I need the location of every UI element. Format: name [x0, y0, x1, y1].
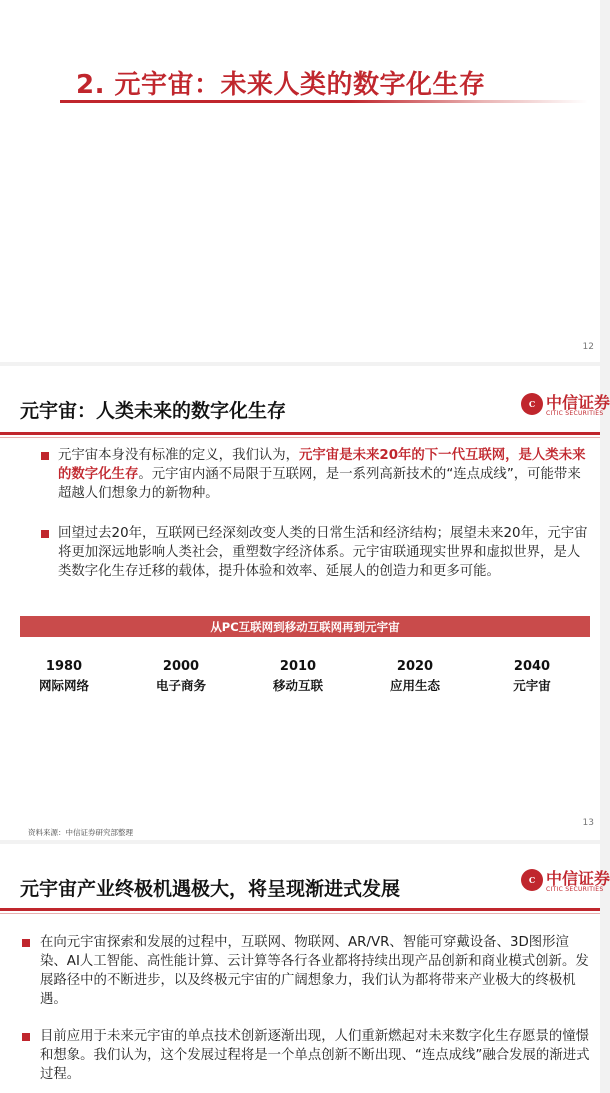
timeline-item: [258, 658, 338, 696]
timeline-label: 电子商务: [155, 678, 206, 693]
bullet-square-icon: [41, 530, 49, 538]
bullet-square-icon: [41, 452, 49, 460]
timeline-banner: 从PC互联网到移动互联网再到元宇宙: [20, 616, 590, 637]
timeline-label: 移动互联: [272, 678, 323, 693]
bullet-square-icon: [22, 1033, 30, 1041]
timeline-label: 元宇宙: [513, 678, 551, 693]
timeline-year: 2010: [279, 659, 317, 674]
header-divider-thin: [0, 913, 600, 914]
text-span: 元宇宙本身没有标准的定义，我们认为，: [58, 448, 300, 463]
timeline-item: [141, 658, 221, 696]
header-divider: [0, 432, 600, 435]
logo-cn-text: 中信证券: [546, 393, 610, 412]
section-title: 2. 元宇宙：未来人类的数字化生存: [76, 70, 486, 100]
slide-13: [0, 366, 610, 840]
paragraph-outlook: 回望过去20年，互联网已经深刻改变人类的日常生活和经济结构；展望未来20年，元宇宙将更加深远地影响人类社会，重塑数字经济体系。元宇宙联通现实世界和虚拟世界，是人类数字化生存迁移的载体，提升体验和效率、延展人的创造力和更多可能。: [58, 526, 588, 579]
title-underline: [60, 100, 588, 103]
timeline-item: [492, 658, 572, 696]
bullet-square-icon: [22, 939, 30, 947]
text-span: 。元宇宙内涵不局限于互联网，是一系列高新技术的“连点成线”，可能带来超越人们想象力的新物种。: [58, 467, 581, 501]
timeline-year: 2000: [162, 659, 200, 674]
paragraph-progress: 目前应用于未来元宇宙的单点技术创新逐渐出现，人们重新燃起对未来数字化生存愿景的憧憬和想象。我们认为，这个发展过程将是一个单点创新不断出现、“连点成线”融合发展的渐进式过程。: [40, 1029, 590, 1082]
citic-logo: [521, 390, 610, 420]
page-number: 12: [582, 342, 594, 352]
paragraph-definition: [58, 446, 588, 503]
page-number: 13: [582, 818, 594, 828]
timeline-year: 2040: [513, 659, 551, 674]
slide-12: [0, 0, 600, 362]
logo-en-text: CITIC SECURITIES: [546, 886, 604, 893]
paragraph-opportunity: 在向元宇宙探索和发展的过程中，互联网、物联网、AR/VR、智能可穿戴设备、3D图形渲染、AI人工智能、高性能计算、云计算等各行各业都将持续出现产品创新和商业模式创新。发展路径中的不断进步，以及终极元宇宙的广阔想象力，我们认为都将带来产业极大的终极机遇。: [40, 935, 589, 1007]
timeline-item: [24, 658, 104, 696]
slide-header-title: 元宇宙产业终极机遇极大，将呈现渐进式发展: [20, 878, 401, 900]
timeline-label: 网际网络: [38, 678, 89, 693]
header-divider-thin: [0, 437, 600, 438]
timeline-item: [375, 658, 455, 696]
header-divider: [0, 908, 600, 911]
highlight-text: 元宇宙是未来20年的下一代互联网，是人类未来的数字化生存: [58, 448, 586, 482]
slide-header-title: 元宇宙：人类未来的数字化生存: [20, 400, 287, 422]
timeline-year: 1980: [45, 659, 83, 674]
source-note: 资料来源：中信证券研究部整理: [28, 828, 133, 837]
timeline-label: 应用生态: [389, 678, 440, 693]
citic-mark-icon: C: [521, 393, 543, 415]
logo-cn-text: 中信证券: [546, 869, 610, 888]
timeline-year: 2020: [396, 659, 434, 674]
slide-14: [0, 844, 610, 1093]
citic-logo: [521, 866, 610, 896]
logo-en-text: CITIC SECURITIES: [546, 410, 604, 417]
citic-mark-icon: C: [521, 869, 543, 891]
